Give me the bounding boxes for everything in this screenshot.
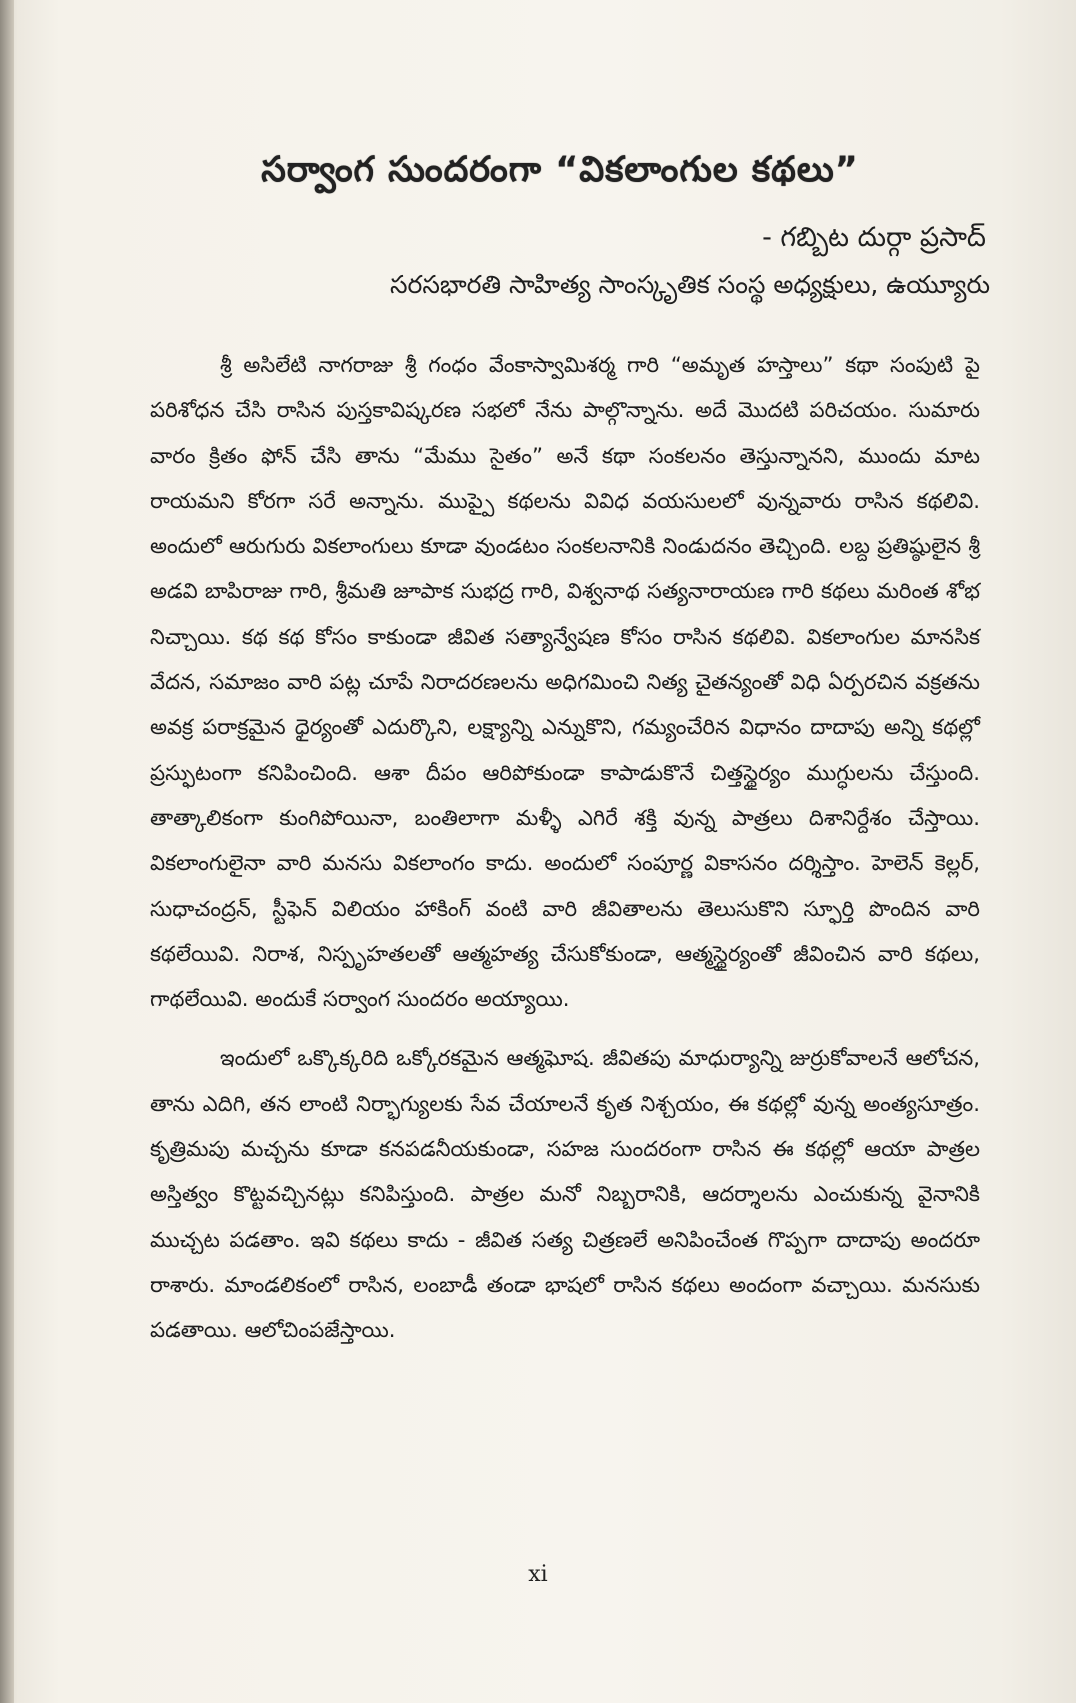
- author-role: సరసభారతి సాహిత్య సాంస్కృతిక సంస్థ అధ్యక్షులు, ఉయ్యూరు: [389, 270, 990, 299]
- paragraph: శ్రీ అసిలేటి నాగరాజు శ్రీ గంధం వేంకాస్వామిశర్మ గారి “అమృత హస్తాలు” కథా సంపుటి పై పరిశోధన చేసి రాసిన పుస్తకావిష్కరణ సభలో నేను పాల్గొన్నాను. అదే మొదటి పరిచయం. సుమారు వారం క్రితం ఫోన్ చేసి తాను “మేము సైతం” అనే కథా సంకలనం తెస్తున్నానని, ముందు మాట రాయమని కోరగా సరే అన్నాను. ముప్పై కథలను వివిధ వయసులలో వున్నవారు రాసిన కథలివి. అందులో ఆరుగురు వికలాంగులు కూడా వుండటం సంకలనానికి నిండుదనం తెచ్చింది. లబ్ద ప్రతిష్ఠులైన శ్రీ అడవి బాపిరాజు గారి, శ్రీమతి జూపాక సుభద్ర గారి, విశ్వనాథ సత్యనారాయణ గారి కథలు మరింత శోభ నిచ్చాయి. కథ కథ కోసం కాకుండా జీవిత సత్యాన్వేషణ కోసం రాసిన కథలివి. వికలాంగుల మానసిక వేదన, సమాజం వారి పట్ల చూపే నిరాదరణలను అధిగమించి నిత్య చైతన్యంతో విధి ఏర్పరచిన వక్రతను అవక్ర పరాక్రమైన ధైర్యంతో ఎదుర్కొని, లక్ష్యాన్ని ఎన్నుకొని, గమ్యంచేరిన విధానం దాదాపు అన్ని కథల్లో ప్రస్ఫుటంగా కనిపించింది. ఆశా దీపం ఆరిపోకుండా కాపాడుకొనే చిత్తస్థైర్యం ముగ్ధులను చేస్తుంది. తాత్కాలికంగా కుంగిపోయినా, బంతిలాగా మళ్ళీ ఎగిరే శక్తి వున్న పాత్రలు దిశానిర్దేశం చేస్తాయి. వికలాంగులైనా వారి మనసు వికలాంగం కాదు. అందులో సంపూర్ణ వికాసనం దర్శిస్తాం. హెలెన్ కెల్లర్, సుధాచంద్రన్, స్టీఫెన్ విలియం హాకింగ్ వంటి వారి జీవితాలను తెలుసుకొని స్ఫూర్తి పొందిన వారి కథలేయివి. నిరాశ, నిస్పృహతలతో ఆత్మహత్య చేసుకోకుండా, ఆత్మస్థైర్యంతో జీవించిన వారి కథలు, గాథలేయివి. అందుకే సర్వాంగ సుందరం అయ్యాయి.: [150, 352, 980, 1012]
- author-name: - గబ్బిట దుర్గా ప్రసాద్: [762, 222, 986, 253]
- page-number: xi: [528, 1562, 548, 1587]
- binding-shadow: [0, 0, 14, 1703]
- page-title: సర్వాంగ సుందరంగా “వికలాంగుల కథలు”: [261, 150, 859, 190]
- body-text: [150, 342, 980, 1353]
- paragraph: ఇందులో ఒక్కొక్కరిది ఒక్కోరకమైన ఆత్మఘోష. జీవితపు మాధుర్యాన్ని జుర్రుకోవాలనే ఆలోచన, తాను ఎదిగి, తన లాంటి నిర్భాగ్యులకు సేవ చేయాలనే కృత నిశ్చయం, ఈ కథల్లో వున్న అంత్యసూత్రం. కృత్రిమపు మచ్చను కూడా కనపడనీయకుండా, సహజ సుందరంగా రాసిన ఈ కథల్లో ఆయా పాత్రల అస్తిత్వం కొట్టవచ్చినట్లు కనిపిస్తుంది. పాత్రల మనో నిబ్బరానికి, ఆదర్శాలను ఎంచుకున్న వైనానికి ముచ్చట పడతాం. ఇవి కథలు కాదు - జీవిత సత్య చిత్రణలే అనిపించేంత గొప్పగా దాదాపు అందరూ రాశారు. మాండలికంలో రాసిన, లంబాడీ తండా భాషలో రాసిన కథలు అందంగా వచ్చాయి. మనసుకు పడతాయి. ఆలోచింపజేస్తాయి.: [150, 1045, 980, 1343]
